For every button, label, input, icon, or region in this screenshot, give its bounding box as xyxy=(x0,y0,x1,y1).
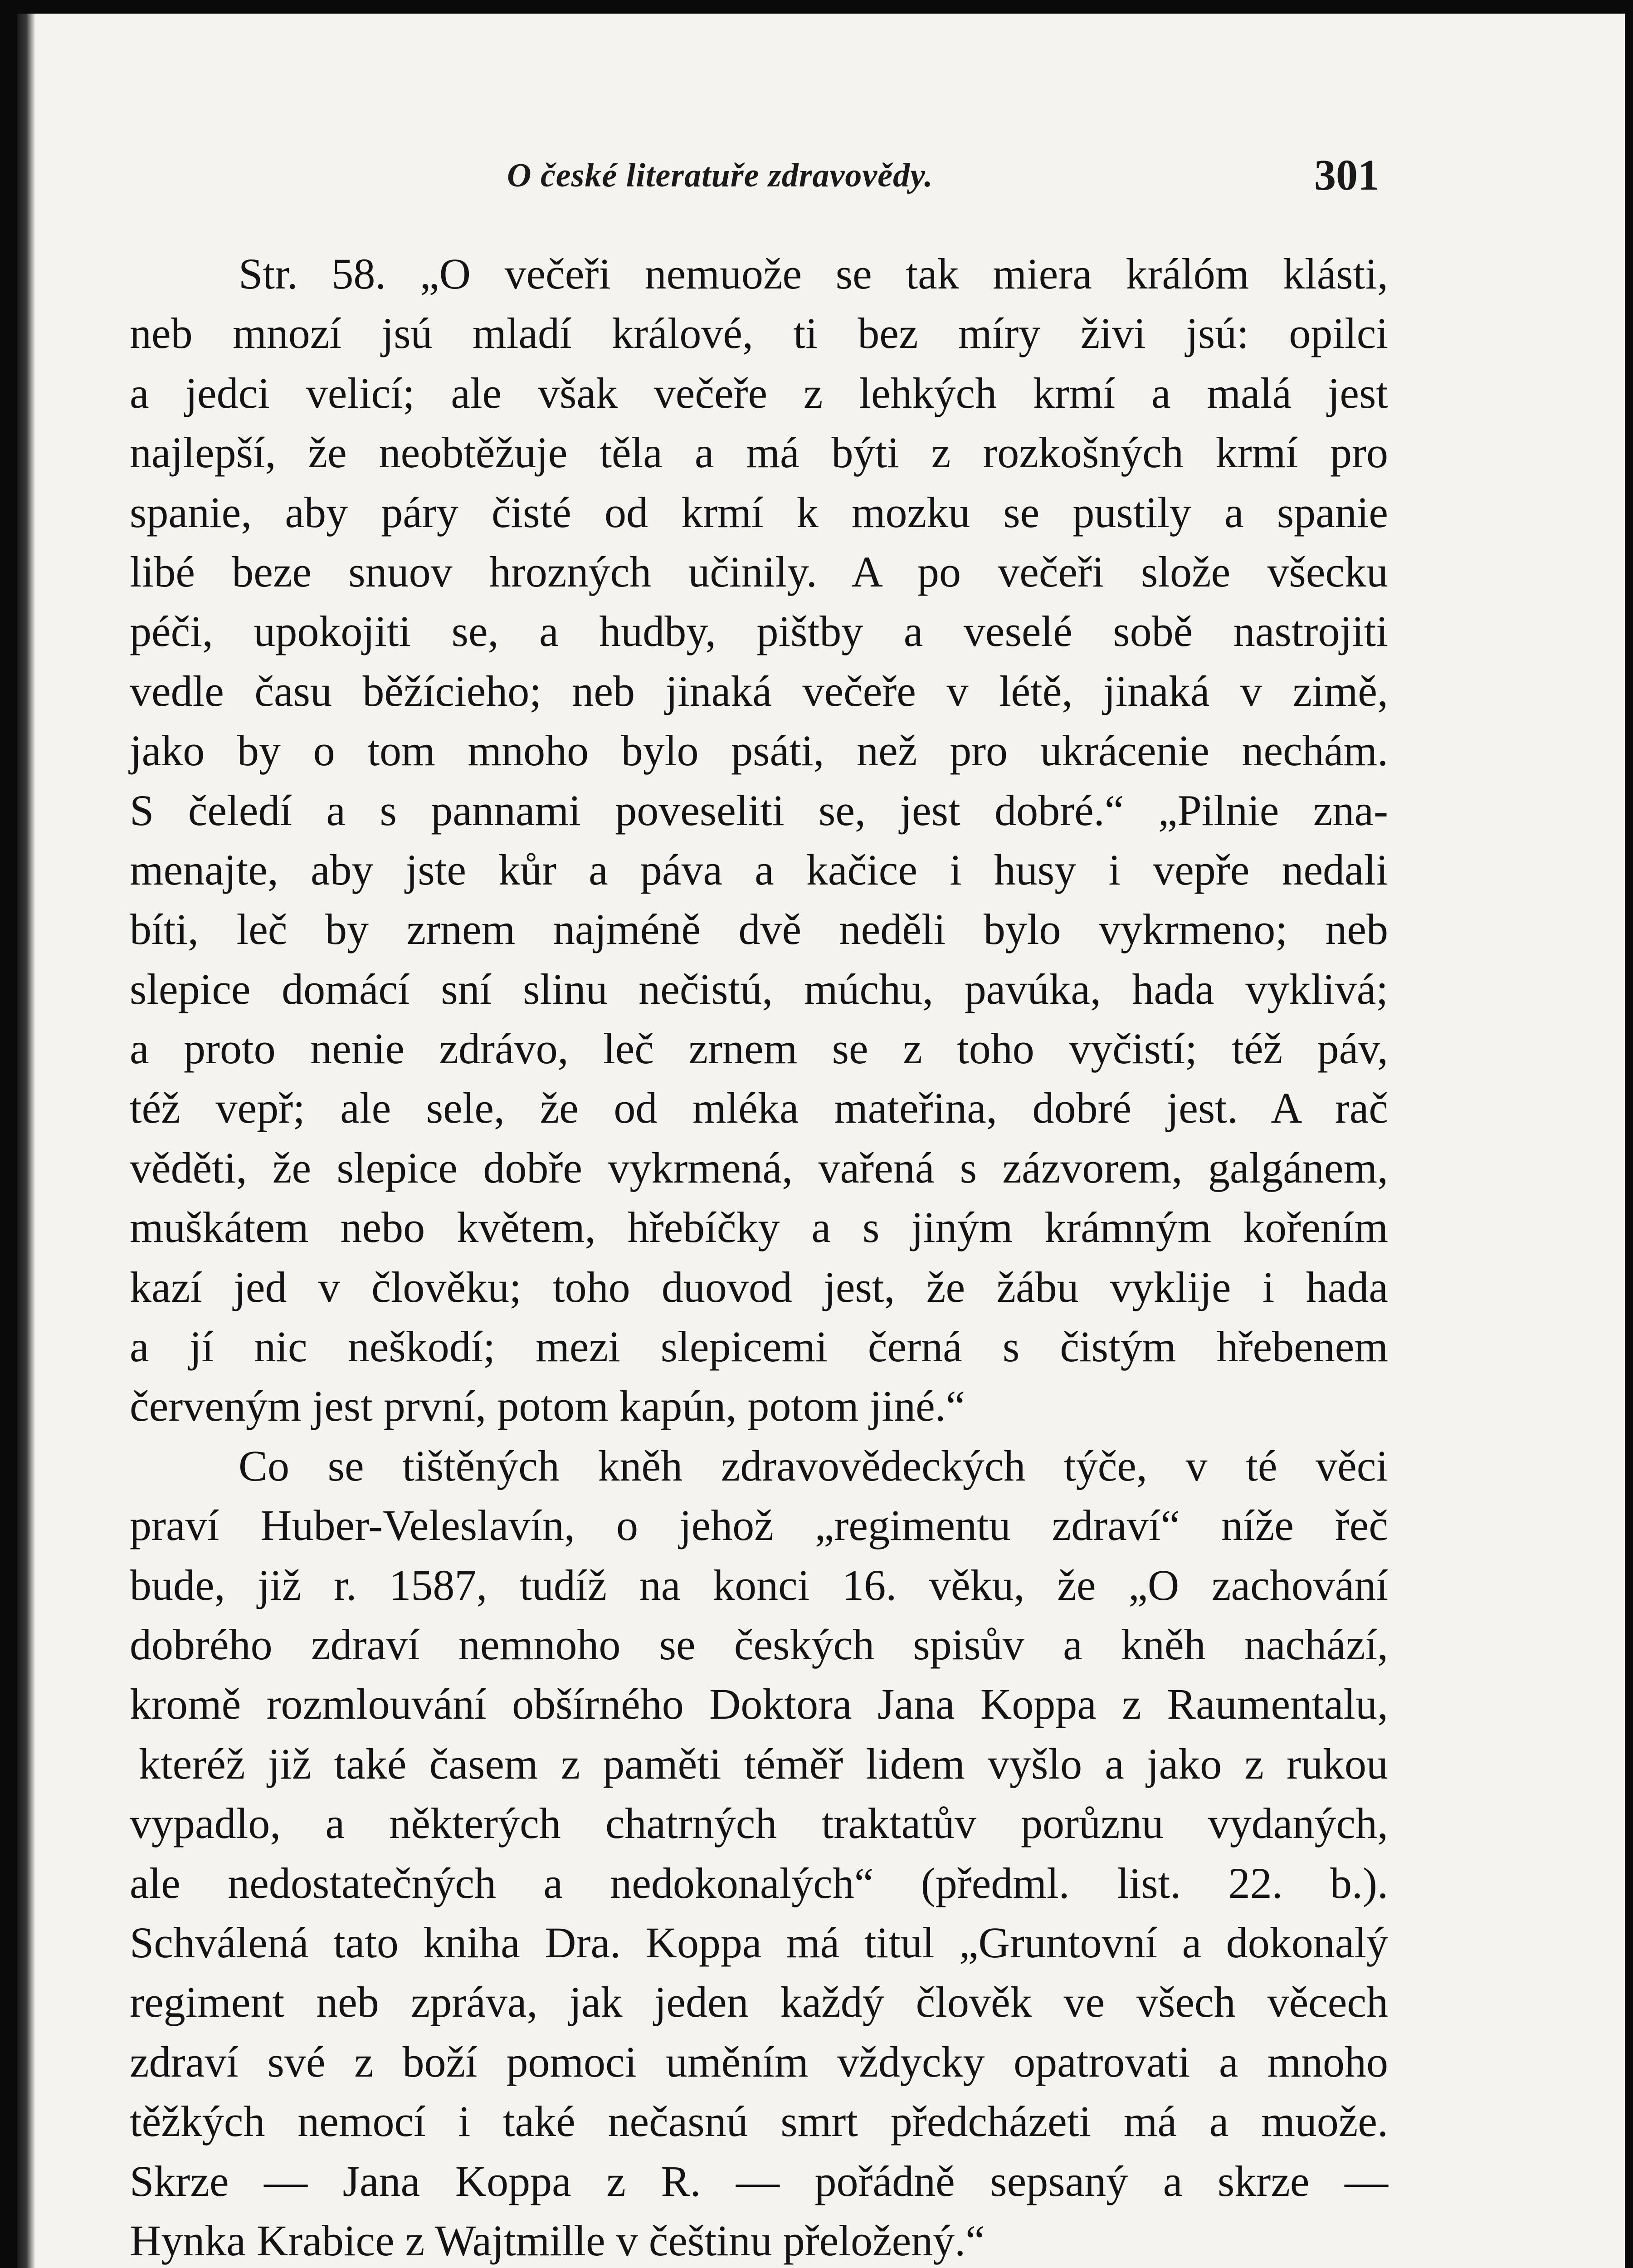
text-line: slepice domácí sní slinu nečistú, múchu, pavúka, hada vyklivá; xyxy=(130,964,1388,1013)
text-line: praví Huber-Veleslavín, o jehož „regimentu zdraví“ níže řeč xyxy=(130,1501,1388,1550)
text-line: červeným jest první, potom kapún, potom jiné.“ xyxy=(130,1382,965,1431)
text-line: S čeledí a s pannami poveseliti se, jest dobré.“ „Pilnie zna- xyxy=(130,786,1388,835)
text-line: muškátem nebo květem, hřebíčky a s jiným krámným kořením xyxy=(130,1203,1388,1252)
text-line: a jedci velicí; ale však večeře z lehkých krmí a malá jest xyxy=(130,368,1388,417)
text-line: jako by o tom mnoho bylo psáti, než pro ukrácenie nechám. xyxy=(130,726,1388,775)
text-line: najlepší, že neobtěžuje těla a má býti z rozkošných krmí pro xyxy=(130,428,1388,477)
text-line: spanie, aby páry čisté od krmí k mozku se pustily a spanie xyxy=(130,488,1388,537)
page-binding-edge xyxy=(17,14,35,2268)
text-line: Skrze — Jana Koppa z R. — pořádně sepsaný a skrze — xyxy=(130,2156,1388,2205)
text-line: těžkých nemocí i také nečasnú smrt předcházeti má a muože. xyxy=(130,2097,1388,2146)
text-line: Schválená tato kniha Dra. Koppa má titul „Gruntovní a dokonalý xyxy=(130,1918,1388,1967)
text-line: neb mnozí jsú mladí králové, ti bez míry živi jsú: opilci xyxy=(130,309,1388,358)
text-line: regiment neb zpráva, jak jeden každý člověk ve všech věcech xyxy=(130,1978,1388,2027)
text-line: bude, již r. 1587, tudíž na konci 16. věku, že „O zachování xyxy=(130,1560,1388,1609)
book-page xyxy=(17,14,1625,2268)
text-line: dobrého zdraví nemnoho se českých spisův a kněh nachází, xyxy=(130,1620,1388,1669)
text-line: Co se tištěných kněh zdravovědeckých týče, v té věci xyxy=(239,1441,1388,1490)
text-line: a jí nic neškodí; mezi slepicemi černá s čistým hřebenem xyxy=(130,1322,1388,1371)
text-line: kteréž již také časem z paměti téměř lidem vyšlo a jako z rukou xyxy=(139,1739,1388,1788)
page-number: 301 xyxy=(1314,151,1380,199)
text-line: kazí jed v člověku; toho duovod jest, že žábu vyklije i hada xyxy=(130,1262,1388,1311)
text-line: vypadlo, a některých chatrných traktatův porůznu vydaných, xyxy=(130,1799,1388,1848)
text-line: zdraví své z boží pomoci uměním vždycky opatrovati a mnoho xyxy=(130,2037,1388,2086)
text-line: péči, upokojiti se, a hudby, pištby a veselé sobě nastrojiti xyxy=(130,607,1388,656)
body-text xyxy=(130,244,1388,2268)
text-line: bíti, leč by zrnem najméně dvě neděli bylo vykrmeno; neb xyxy=(130,905,1388,954)
text-line: kromě rozmlouvání obšírného Doktora Jana Koppa z Raumentalu, xyxy=(130,1680,1388,1729)
text-line: menajte, aby jste kůr a páva a kačice i husy i vepře nedali xyxy=(130,845,1388,894)
running-title: O české literatuře zdravovědy. xyxy=(507,157,933,194)
page-header xyxy=(17,150,1625,213)
text-line: věděti, že slepice dobře vykrmená, vařená s zázvorem, galgánem, xyxy=(130,1143,1388,1192)
text-line: Hynka Krabice z Wajtmille v češtinu přeložený.“ xyxy=(130,2216,985,2265)
text-line: též vepř; ale sele, že od mléka mateřina, dobré jest. A rač xyxy=(130,1084,1388,1133)
text-line: libé beze snuov hrozných učinily. A po večeři slože všecku xyxy=(130,547,1388,596)
text-line: Str. 58. „O večeři nemuože se tak miera králóm klásti, xyxy=(239,249,1388,298)
text-line: ale nedostatečných a nedokonalých“ (předml. list. 22. b.). xyxy=(130,1858,1388,1907)
text-line: vedle času běžícieho; neb jinaká večeře v létě, jinaká v zimě, xyxy=(130,666,1388,715)
text-line: a proto nenie zdrávo, leč zrnem se z toho vyčistí; též páv, xyxy=(130,1024,1388,1073)
